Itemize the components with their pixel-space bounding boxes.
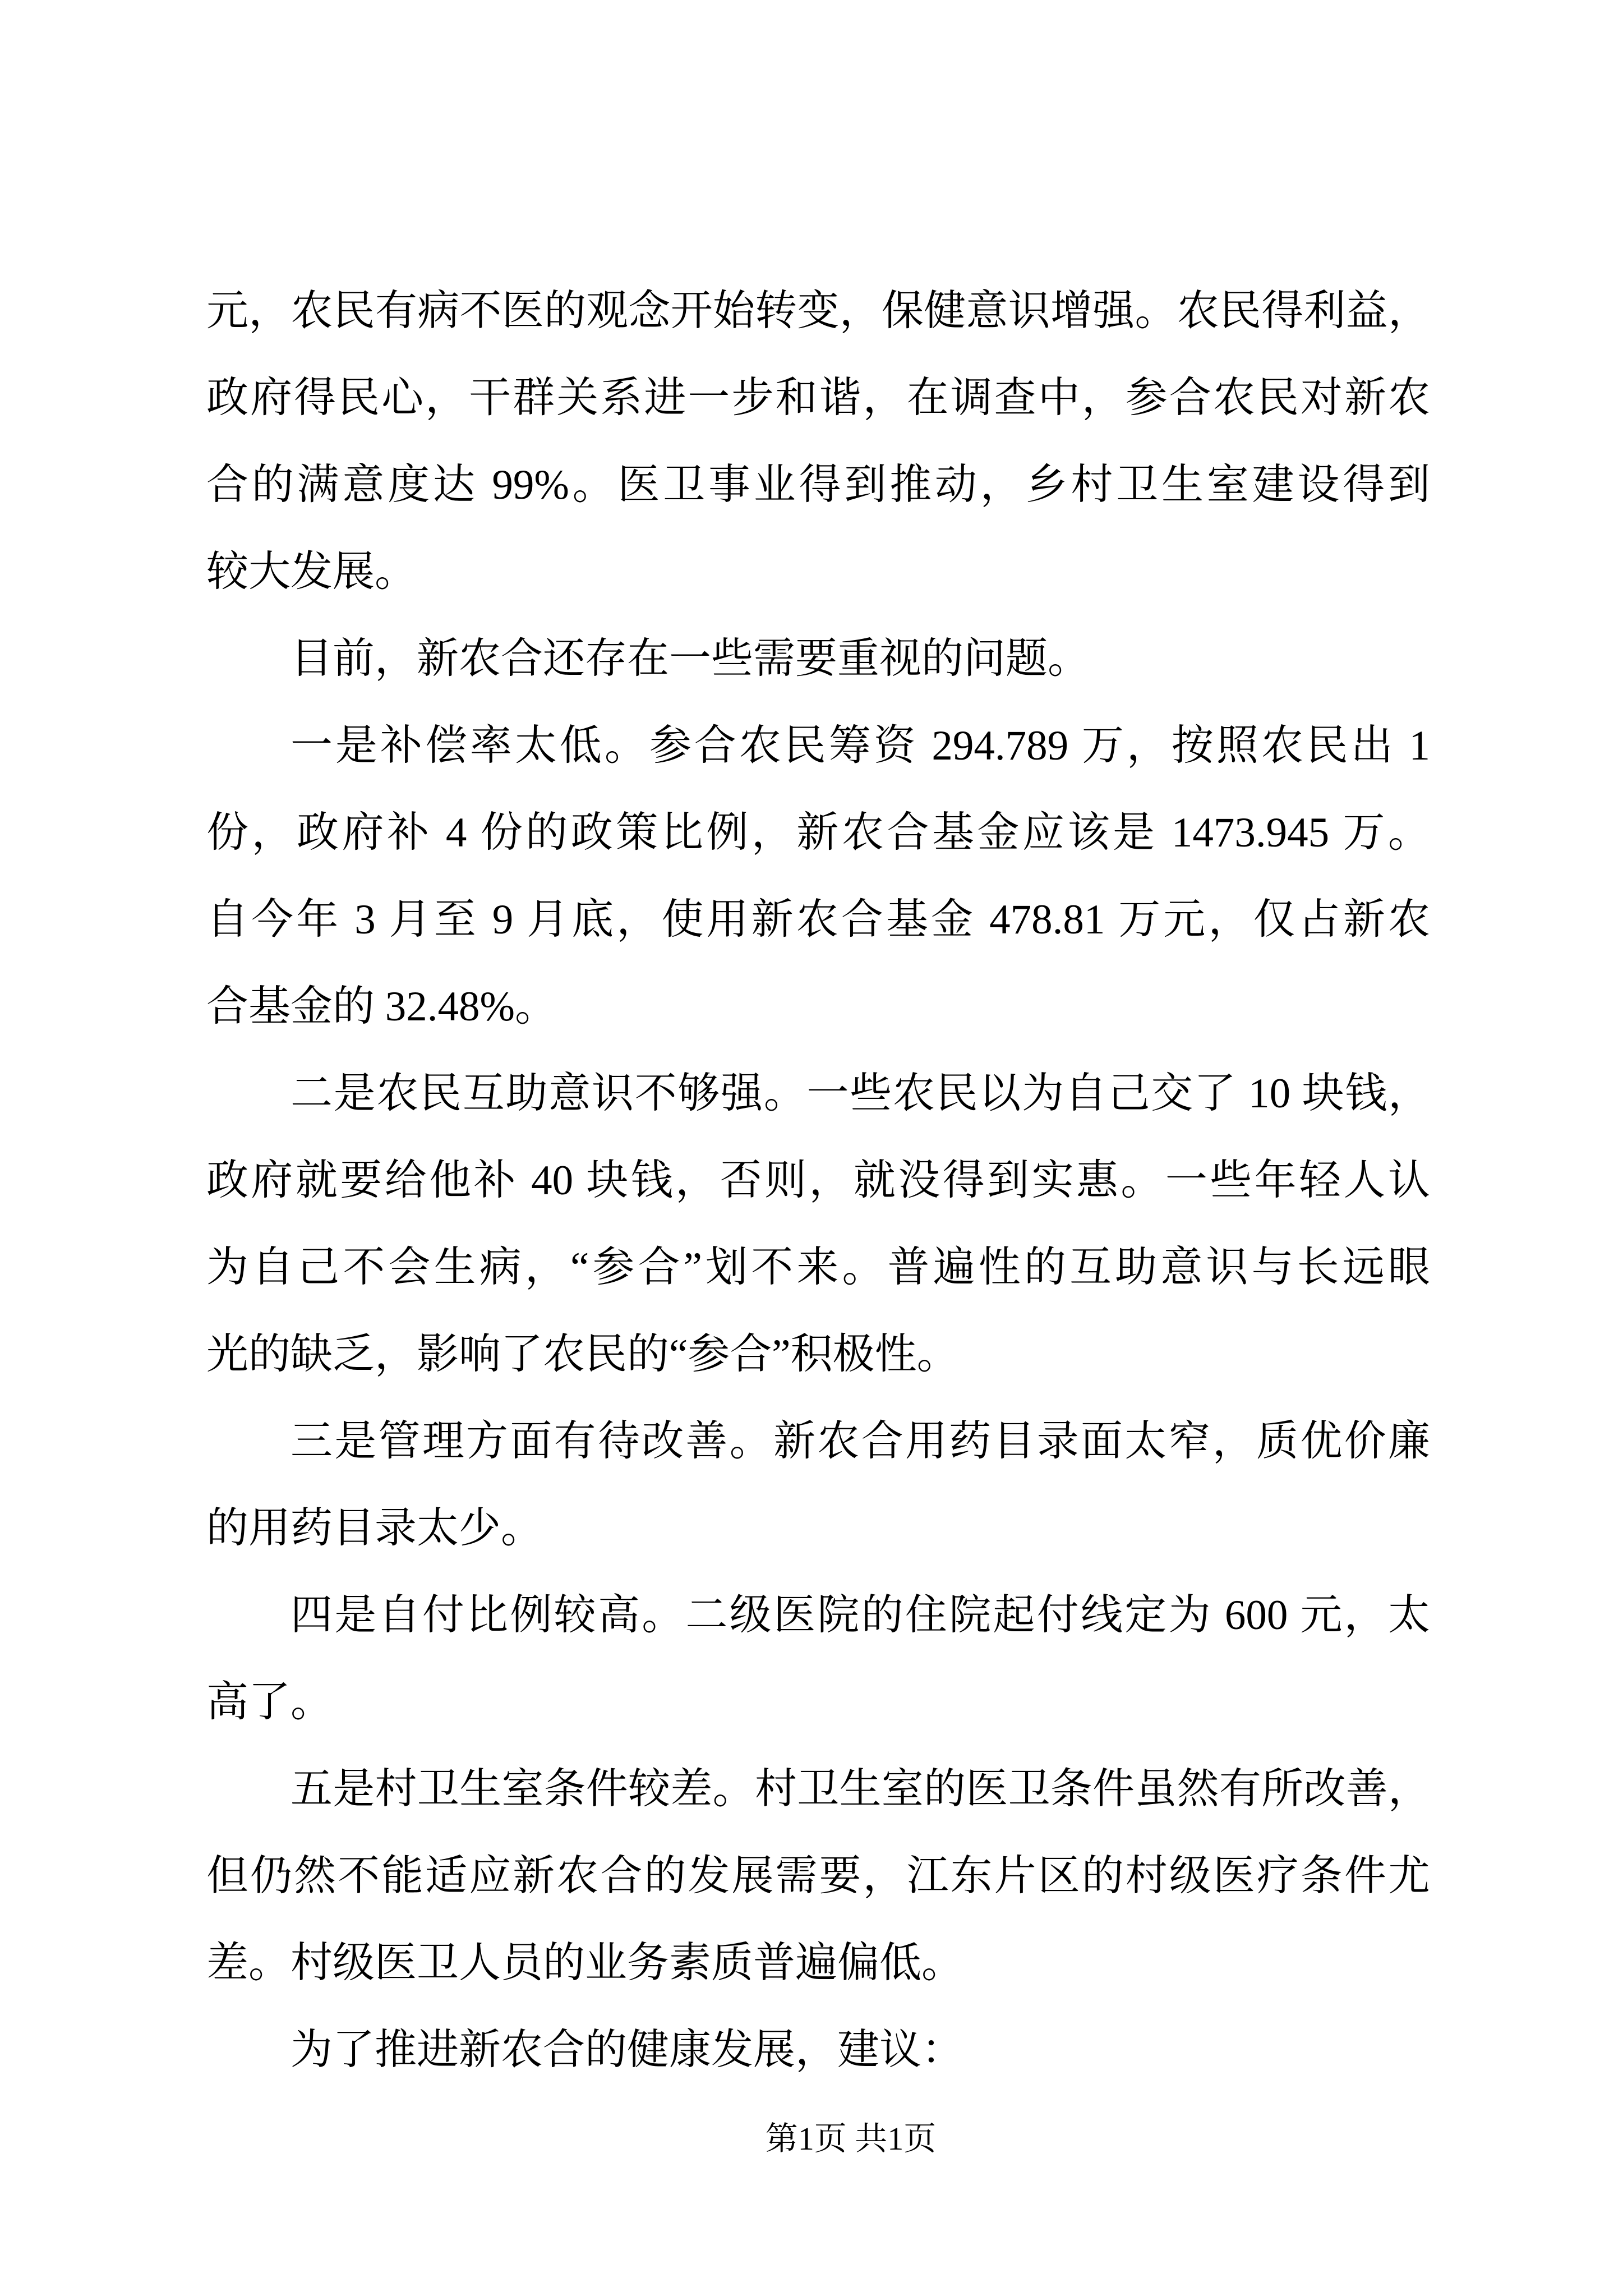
text-line: 合的满意度达 99%。医卫事业得到推动，乡村卫生室建设得到 xyxy=(206,462,1430,508)
text-line: 合基金的 32.48%。 xyxy=(206,983,557,1030)
document-body xyxy=(206,268,1430,2093)
text-line: 四是自付比例较高。二级医院的住院起付线定为 600 元，太 xyxy=(291,1592,1430,1639)
text-line: 三是管理方面有待改善。新农合用药目录面太窄，质优价廉 xyxy=(291,1418,1430,1465)
text-line: 份，政府补 4 份的政策比例，新农合基金应该是 1473.945 万。 xyxy=(206,809,1430,856)
text-line: 的用药目录太少。 xyxy=(206,1505,543,1552)
text-line: 政府就要给他补 40 块钱，否则，就没得到实惠。一些年轻人认 xyxy=(206,1157,1430,1204)
text-line: 一是补偿率太低。参合农民筹资 294.789 万，按照农民出 1 xyxy=(291,723,1430,769)
text-line: 目前，新农合还存在一些需要重视的问题。 xyxy=(291,636,1090,682)
text-line: 元，农民有病不医的观念开始转变，保健意识增强。农民得利益， xyxy=(206,288,1430,334)
page-number-text: 第1页 共1页 xyxy=(765,2120,937,2157)
text-line: 二是农民互助意识不够强。一些农民以为自己交了 10 块钱， xyxy=(291,1070,1430,1117)
text-line: 较大发展。 xyxy=(206,549,417,595)
text-line: 五是村卫生室条件较差。村卫生室的医卫条件虽然有所改善， xyxy=(291,1766,1430,1812)
text-line: 光的缺乏，影响了农民的“参合”积极性。 xyxy=(206,1331,959,1378)
text-line: 差。村级医卫人员的业务素质普遍偏低。 xyxy=(206,1940,964,1986)
page-footer xyxy=(39,2119,1623,2170)
text-line: 政府得民心，干群关系进一步和谐，在调查中，参合农民对新农 xyxy=(206,375,1430,421)
text-line: 高了。 xyxy=(206,1679,333,1726)
text-line: 为了推进新农合的健康发展，建议： xyxy=(291,2027,964,2073)
text-line: 自今年 3 月至 9 月底，使用新农合基金 478.81 万元，仅占新农 xyxy=(206,896,1430,943)
text-line: 为自己不会生病，“参合”划不来。普遍性的互助意识与长远眼 xyxy=(206,1244,1430,1291)
text-line: 但仍然不能适应新农合的发展需要，江东片区的村级医疗条件尤 xyxy=(206,1853,1430,1899)
